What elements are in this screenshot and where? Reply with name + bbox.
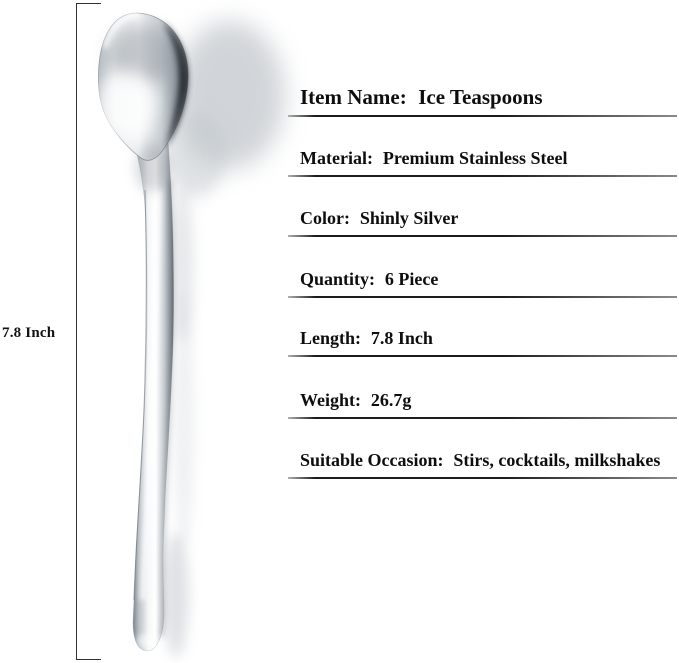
spec-value: Ice Teaspoons — [418, 85, 543, 109]
spec-row-length — [288, 327, 677, 357]
spec-row-color — [288, 207, 677, 237]
spec-label: Item Name: — [300, 85, 407, 109]
spec-row-quantity — [288, 268, 677, 298]
spec-underline — [288, 355, 677, 357]
dimension-bracket — [76, 3, 101, 660]
spec-row-item-name — [288, 84, 677, 117]
spec-underline — [288, 296, 677, 298]
spec-label: Quantity: — [300, 269, 376, 289]
spec-value: 6 Piece — [384, 269, 439, 289]
spec-label: Material: — [300, 148, 373, 168]
spec-row-weight — [288, 389, 677, 419]
spec-row-occasion — [288, 449, 677, 479]
spec-label: Length: — [300, 328, 362, 348]
spec-label: Suitable Occasion: — [300, 450, 444, 470]
spec-value: Shinly Silver — [359, 208, 459, 228]
spec-label: Color: — [300, 208, 350, 228]
spec-value: 7.8 Inch — [370, 328, 433, 348]
spec-underline — [288, 115, 677, 117]
spec-row-material — [288, 147, 677, 177]
spec-underline — [288, 417, 677, 419]
spec-label: Weight: — [300, 390, 361, 410]
spec-underline — [288, 175, 677, 177]
spec-value: Premium Stainless Steel — [382, 148, 568, 168]
spec-underline — [288, 235, 677, 237]
spec-value: 26.7g — [370, 390, 412, 410]
dimension-label: 7.8 Inch — [2, 325, 56, 341]
spec-value: Stirs, cocktails, milkshakes — [453, 450, 661, 470]
spec-underline — [288, 477, 677, 479]
